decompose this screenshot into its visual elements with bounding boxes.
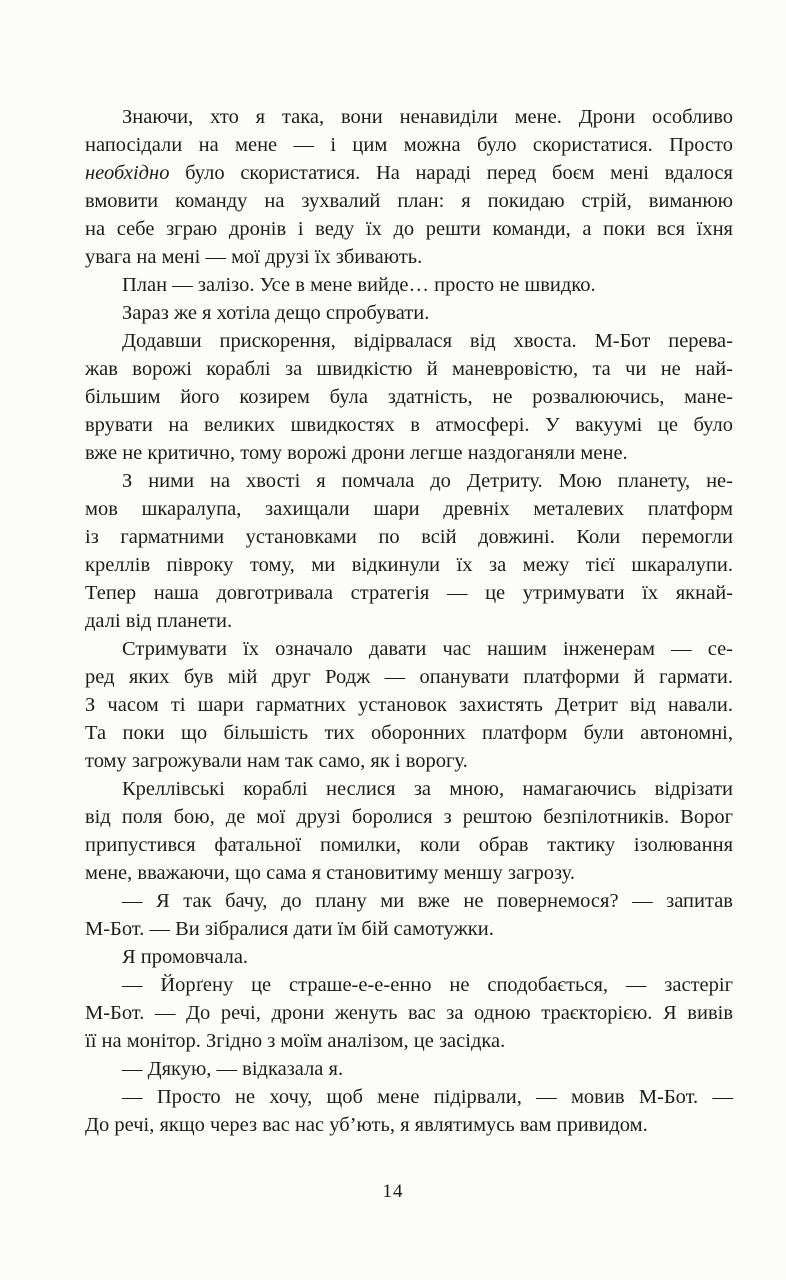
text-line: М-Бот. — Ви зібралися дати їм бій самотужки. xyxy=(85,918,494,940)
text-line: тому загрожували нам так само, як і ворогу. xyxy=(85,750,468,772)
text-line: далі від планети. xyxy=(85,610,233,632)
text-line: мене, вважаючи, що сама я становитиму меншу загрозу. xyxy=(85,862,575,884)
text-line: — Просто не хочу, щоб мене підірвали, — мовив М-Бот. — xyxy=(122,1086,733,1108)
text-line: — Йорґену це страше-е-е-енно не сподобається, — застеріг xyxy=(122,974,733,996)
text-line: Стримувати їх означало давати час нашим інженерам — се- xyxy=(122,638,733,660)
text-line: Я промовчала. xyxy=(122,946,249,968)
paragraph xyxy=(85,103,733,271)
text-line: із гарматними установками по всій довжині. Коли перемогли xyxy=(85,526,733,548)
text-line: мов шкаралупа, захищали шари древніх металевих платформ xyxy=(85,498,733,520)
paragraph xyxy=(85,299,733,327)
text-line: З часом ті шари гарматних установок захистять Детрит від навали. xyxy=(85,694,733,716)
paragraph xyxy=(85,1083,733,1139)
paragraph xyxy=(85,775,733,887)
text-line: необхідно було скористатися. На нараді перед боєм мені вдалося xyxy=(85,162,733,184)
text-line: ред яких був мій друг Родж — опанувати платформи й гармати. xyxy=(85,666,733,688)
text-line: вмовити команду на зухвалий план: я покидаю стрій, виманюю xyxy=(85,190,733,212)
paragraph xyxy=(85,635,733,775)
paragraph xyxy=(85,271,733,299)
text-line: напосідали на мене — і цим можна було скористатися. Просто xyxy=(85,134,733,156)
text-line: більшим його козирем була здатність, не розвалюючись, мане- xyxy=(85,386,733,408)
text-line: креллів півроку тому, ми відкинули їх за межу тієї шкаралупи. xyxy=(85,554,733,576)
paragraph xyxy=(85,887,733,943)
text-line: жав ворожі кораблі за швидкістю й маневровістю, та чи не най- xyxy=(85,358,733,380)
text-line: врувати на великих швидкостях в атмосфері. У вакуумі це було xyxy=(85,414,733,436)
paragraph xyxy=(85,971,733,1055)
text-line: Зараз же я хотіла дещо спробувати. xyxy=(122,302,430,324)
text-line: — Дякую, — відказала я. xyxy=(122,1058,344,1080)
text-line: Та поки що більшість тих оборонних платформ були автономні, xyxy=(85,722,733,744)
text-line: Креллівські кораблі неслися за мною, намагаючись відрізати xyxy=(122,778,733,800)
text-line: — Я так бачу, до плану ми вже не повернемося? — запитав xyxy=(122,890,733,912)
text-line: Знаючи, хто я така, вони ненавиділи мене. Дрони особливо xyxy=(122,106,733,128)
text-line: З ними на хвості я помчала до Детриту. Мою планету, не- xyxy=(122,470,733,492)
text-line: Тепер наша довготривала стратегія — це утримувати їх якнай- xyxy=(85,582,733,604)
paragraph xyxy=(85,467,733,635)
paragraph xyxy=(85,1055,733,1083)
text-line: Додавши прискорення, відірвалася від хвоста. М-Бот перева- xyxy=(122,330,733,352)
paragraph xyxy=(85,943,733,971)
text-line: План — залізо. Усе в мене вийде… просто не швидко. xyxy=(122,274,596,296)
text-line: від поля бою, де мої друзі боролися з рештою безпілотників. Ворог xyxy=(85,806,733,828)
text-line: її на монітор. Згідно з моїм аналізом, це засідка. xyxy=(85,1030,506,1052)
text-line: увага на мені — мої друзі їх збивають. xyxy=(85,246,423,268)
paragraph xyxy=(85,327,733,467)
text-block xyxy=(85,103,733,1139)
text-line: на себе зграю дронів і веду їх до решти команди, а поки вся їхня xyxy=(85,218,733,240)
text-line: припустився фатальної помилки, коли обрав тактику ізолювання xyxy=(85,834,733,856)
text-line: вже не критично, тому ворожі дрони легше наздоганяли мене. xyxy=(85,442,628,464)
page-number: 14 xyxy=(382,1181,404,1202)
text-line: М-Бот. — До речі, дрони женуть вас за одною траєкторією. Я вивів xyxy=(85,1002,733,1024)
text-line: До речі, якщо через вас нас уб’ють, я являтимусь вам привидом. xyxy=(85,1114,648,1136)
